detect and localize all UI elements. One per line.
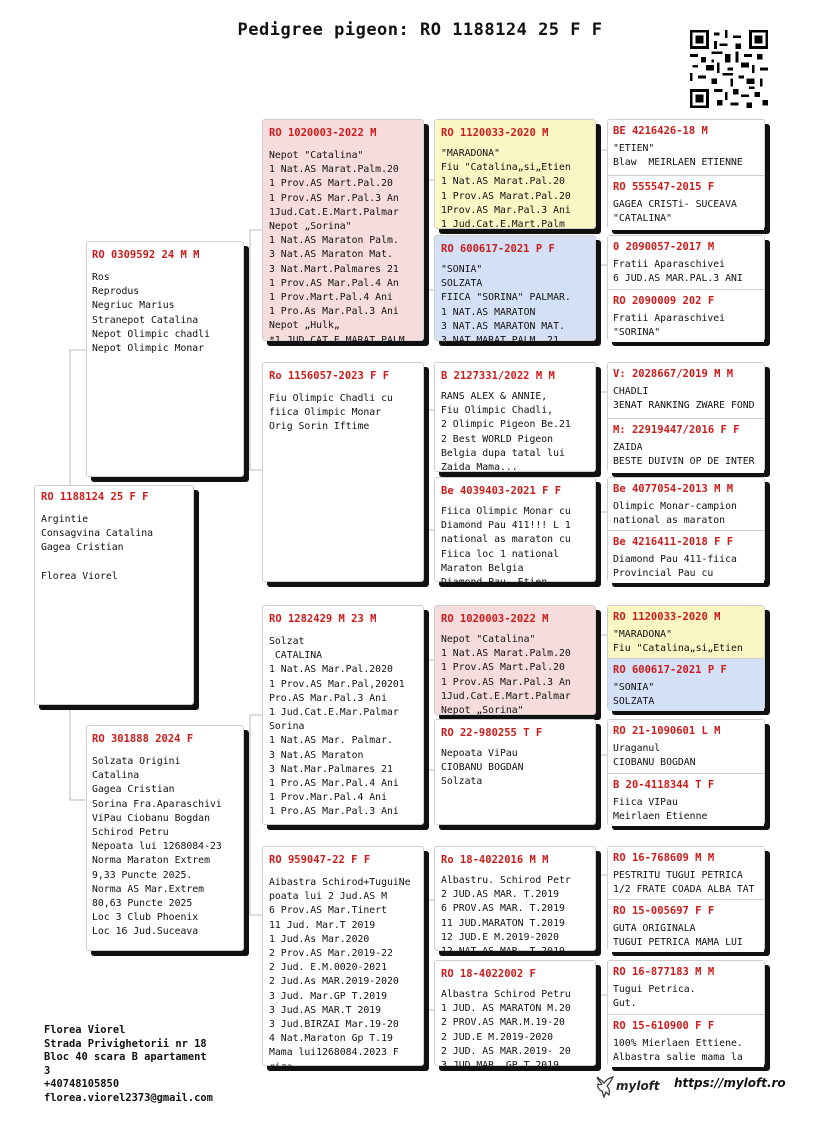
sire-card[interactable] (86, 241, 244, 477)
ancestor-card[interactable] (608, 847, 764, 899)
qr-code-icon (690, 30, 768, 108)
ancestor-info: GUTA ORIGINALA TUGUI PETRICA MAMA LUI (613, 923, 743, 949)
ancestor-info: "MARADONA" Fiu "Catalina„si„Etien (613, 629, 743, 655)
ancestor-card[interactable] (608, 120, 764, 175)
great-grandparent-ring: RO 22-980255 T F (441, 727, 543, 739)
page-title: Pedigree pigeon: RO 1188124 25 F F (237, 20, 603, 40)
ancestor-card[interactable] (608, 773, 764, 826)
sire-info: Ros Reprodus Negriuc Marius Stranepot Catalina Nepot Olimpic chadli Nepot Olimpic Monar (92, 272, 210, 355)
ancestor-pair (607, 119, 765, 229)
ancestor-ring: M: 22919447/2016 F F (613, 424, 740, 436)
great-grandparent-info: Albastru. Schirod Petr 2 JUD.AS MAR. T.2019 6 PROV.AS MAR. T.2019 11 JUD.MARATON T.2019 12 JUD.E M.2019-2020 12 NAT.AS MAR. T.2019 (441, 875, 571, 958)
great-grandparent-ring: RO 1020003-2022 M (441, 613, 549, 625)
great-grandparent-info: "MARADONA" Fiu "Catalina„si„Etien 1 Nat.AS Marat.Pal.20 1 Prov.AS Marat.Pal.20 1Prov.AS Mar.Pal.3 Ani 1 Jud.Cat.E.Mart.Palm (441, 148, 571, 231)
grandparent-info: Aibastra Schirod+TuguiNe poata lui 2 Jud.AS M 6 Prov.AS Mar.Tinert 11 Jud. Mar.T 2019 1 Jud.As Mar.2020 2 Prov.AS Mar.2019-22 2 Jud. E.M.0020-2021 2 Jud.As MAR.2019-2020 3 Jud. Mar.GP T.2019 3 Jud.AS MAR.T 2019 3 Jud.BIRZAI Mar.19-20 4 Nat.Maraton Gp T.19 Mama lui1268084.2023 F riza (269, 877, 411, 1073)
grandparent-ring: RO 1282429 M 23 M (269, 613, 377, 625)
owner-name: Florea Viorel (44, 1024, 126, 1036)
dam-ring: RO 301888 2024 F (92, 733, 194, 745)
ancestor-pair (607, 235, 765, 341)
grandparent-info: Nepot "Catalina" 1 Nat.AS Marat.Palm.20 1 Prov.AS Mart.Pal.20 1 Prov.AS Mar.Pal.3 An 1Jud.Cat.E.Mart.Palmar Nepot „Sorina" 1 Nat.AS Maraton Palm. 3 Nat.AS Maraton Mat. 3 Nat.Mart.Palmares 21 1 Prov.AS Mar.Pal.4 An 1 Prov.Mart.Pal.4 Ani 1 Pro.As Mar.Pal.3 Ani Nepot „Hulk„ *1 JUD.CAT.E.MARAT.PALM (269, 150, 405, 346)
brand-url-link[interactable]: https://myloft.ro (674, 1076, 786, 1090)
ancestor-info: PESTRITU TUGUI PETRICA 1/2 FRATE COADA ALBA TAT (613, 870, 755, 896)
ancestor-card[interactable] (608, 1014, 764, 1067)
ancestor-info: Olimpic Monar-campion national as maraton (613, 501, 737, 527)
ancestor-ring: RO 555547-2015 F (613, 181, 715, 193)
ancestor-pair (607, 362, 765, 472)
sire-ring: RO 0309592 24 M M (92, 249, 200, 261)
ancestor-ring: Be 4216411-2018 F F (613, 536, 734, 548)
ancestor-ring: RO 2090009 202 F (613, 295, 715, 307)
great-grandparent-card[interactable] (434, 960, 596, 1072)
great-grandparent-card[interactable] (434, 235, 596, 347)
great-grandparent-ring: Ro 18-4022016 M M (441, 854, 549, 866)
subject-ring: RO 1188124 25 F F (41, 491, 149, 503)
great-grandparent-ring: Be 4039403-2021 F F (441, 485, 562, 497)
ancestor-info: 100% Mierlaen Ettiene. Albastra salie mama la (613, 1038, 743, 1064)
great-grandparent-info: "SONIA" SOLZATA FIICA "SORINA" PALMAR. 1 NAT.AS MARATON 3 NAT.AS MARATON MAT. 3 NAT.MARAT.PALM. 21 (441, 264, 571, 347)
ancestor-info: CHADLI 3ENAT RANKING ZWARE FOND (613, 386, 755, 412)
ancestor-info: Fratii Aparaschivei 6 JUD.AS MAR.PAL.3 ANI (613, 259, 743, 285)
great-grandparent-card[interactable] (434, 477, 596, 589)
ancestor-ring: RO 15-005697 F F (613, 905, 715, 917)
ancestor-info: Tugui Petrica. Gut. (613, 984, 696, 1010)
ancestor-card[interactable] (608, 899, 764, 952)
ancestor-info: "SONIA" SOLZATA (613, 682, 655, 708)
great-grandparent-card[interactable] (434, 362, 596, 472)
great-grandparent-ring: RO 18-4022002 F (441, 968, 536, 980)
great-grandparent-info: Fiica Olimpic Monar cu Diamond Pau 411!!! L 1 national as maraton cu Fiica loc 1 national Maraton Belgia Diamond Pau..Etien (441, 506, 571, 589)
grandparent-ring: RO 1020003-2022 M (269, 127, 377, 139)
grandparent-card[interactable] (262, 362, 424, 582)
ancestor-pair (607, 846, 765, 951)
owner-phone: +40748105850 (44, 1078, 120, 1091)
owner-address-line-1: Strada Privighetorii nr 18 (44, 1037, 207, 1050)
ancestor-ring: B 20-4118344 T F (613, 779, 715, 791)
grandparent-ring: Ro 1156057-2023 F F (269, 370, 390, 382)
grandparent-card[interactable] (262, 605, 424, 825)
great-grandparent-card[interactable] (434, 605, 596, 715)
ancestor-info: Fiica VIPau Meirlaen Etienne (613, 797, 708, 823)
ancestor-card[interactable] (608, 418, 764, 473)
ancestor-pair (607, 605, 765, 710)
ancestor-ring: RO 16-877183 M M (613, 966, 715, 978)
ancestor-ring: RO 600617-2021 P F (613, 664, 727, 676)
ancestor-card[interactable] (608, 658, 764, 711)
ancestor-ring: RO 21-1090601 L M (613, 725, 721, 737)
ancestor-info: Fratii Aparaschivei "SORINA" (613, 313, 726, 339)
ancestor-pair (607, 960, 765, 1066)
great-grandparent-ring: RO 600617-2021 P F (441, 243, 555, 255)
ancestor-card[interactable] (608, 720, 764, 773)
grandparent-ring: RO 959047-22 F F (269, 854, 371, 866)
grandparent-info: Solzat CATALINA 1 Nat.AS Mar.Pal.2020 1 Prov.AS Mar.Pal,20201 Pro.AS Mar.Pal.3 Ani 1 Jud.Cat.E.Mar.Palmar Sorina 1 Nat.AS Mar. Palmar. 3 Nat.AS Maraton 3 Nat.Mar.Palmares 21 1 Pro.AS Mar.Pal.4 Ani 1 Prov.Mar.Pal.4 Ani 1 Pro.AS Mar.Pal.3 Ani (269, 636, 405, 818)
ancestor-card[interactable] (608, 289, 764, 342)
grandparent-card[interactable] (262, 119, 424, 346)
ancestor-pair (607, 477, 765, 582)
ancestor-info: GAGEA CRISTi- SUCEAVA "CATALINA" (613, 199, 737, 225)
ancestor-ring: Be 4077054-2013 M M (613, 483, 734, 495)
dam-card[interactable] (86, 725, 244, 951)
ancestor-info: ZAIDA BESTE DUIVIN OP DE INTER (613, 442, 755, 468)
subject-info: Argintie Consagvina Catalina Gagea Cristian Florea Viorel (41, 514, 154, 582)
ancestor-ring: BE 4216426-18 M (613, 125, 708, 137)
ancestor-ring: 0 2090057-2017 M (613, 241, 715, 253)
ancestor-card[interactable] (608, 175, 764, 230)
great-grandparent-ring: RO 1120033-2020 M (441, 127, 549, 139)
pigeon-logo-icon (594, 1074, 616, 1100)
brand-name: myloft (616, 1079, 660, 1093)
great-grandparent-card[interactable] (434, 846, 596, 958)
ancestor-card[interactable] (608, 236, 764, 289)
ancestor-card[interactable] (608, 478, 764, 530)
grandparent-card[interactable] (262, 846, 424, 1073)
grandparent-info: Fiu Olimpic Chadli cu fiica Olimpic Monar Orig Sorin Iftime (269, 393, 393, 433)
subject-card[interactable] (34, 485, 194, 705)
dam-info: Solzata Origini Catalina Gagea Cristian Sorina Fra.Aparaschivi ViPau Ciobanu Bogdan Schirod Petru Nepoata lui 1268084-23 Norma Maraton Extrem 9,33 Puncte 2025. Norma AS Mar.Extrem 80,63 Puncte 2025 Loc 3 Club Phoenix Loc 16 Jud.Suceava (92, 756, 222, 938)
ancestor-info: "ETIEN" Blaw MEIRLAEN ETIENNE (613, 143, 743, 169)
great-grandparent-ring: B 2127331/2022 M M (441, 370, 555, 382)
ancestor-info: Uraganul CIOBANU BOGDAN (613, 743, 696, 769)
owner-address-line-2: Bloc 40 scara B apartament (44, 1051, 207, 1064)
ancestor-card[interactable] (608, 530, 764, 583)
great-grandparent-card[interactable] (434, 119, 596, 229)
brand-logo (594, 1074, 674, 1100)
ancestor-ring: RO 16-768609 M M (613, 852, 715, 864)
ancestor-pair (607, 719, 765, 825)
great-grandparent-card[interactable] (434, 719, 596, 825)
great-grandparent-info: RANS ALEX & ANNIE, Fiu Olimpic Chadli, 2 Olimpic Pigeon Be.21 2 Best WORLD Pigeon Belgia dupa tatal lui Zaida Mama... (441, 391, 571, 474)
ancestor-ring: RO 1120033-2020 M (613, 611, 721, 623)
ancestor-card[interactable] (608, 961, 764, 1014)
owner-email: florea.viorel2373@gmail.com (44, 1091, 213, 1104)
ancestor-card[interactable] (608, 606, 764, 658)
great-grandparent-info: Albastra Schirod Petru 1 JUD. AS MARATON M.20 2 PROV.AS MAR.M.19-20 2 JUD.E M.2019-2020 2 JUD. AS MAR.2019- 20 3 JUD.MAR. GP T.2019 (441, 989, 571, 1072)
great-grandparent-info: Nepot "Catalina" 1 Nat.AS Marat.Palm.20 1 Prov.AS Mart.Pal.20 1 Prov.AS Mar.Pal.3 An 1Jud.Cat.E.Mart.Palmar Nepot „Sorina" (441, 634, 571, 717)
ancestor-card[interactable] (608, 363, 764, 418)
ancestor-ring: RO 15-610900 F F (613, 1020, 715, 1032)
ancestor-ring: V: 2028667/2019 M M (613, 368, 734, 380)
ancestor-info: Diamond Pau 411-fiica Provincial Pau cu (613, 554, 737, 580)
owner-contact (44, 1024, 213, 1106)
great-grandparent-info: Nepoata ViPau CIOBANU BOGDAN Solzata (441, 748, 524, 788)
owner-address-line-3: 3 (44, 1064, 51, 1077)
